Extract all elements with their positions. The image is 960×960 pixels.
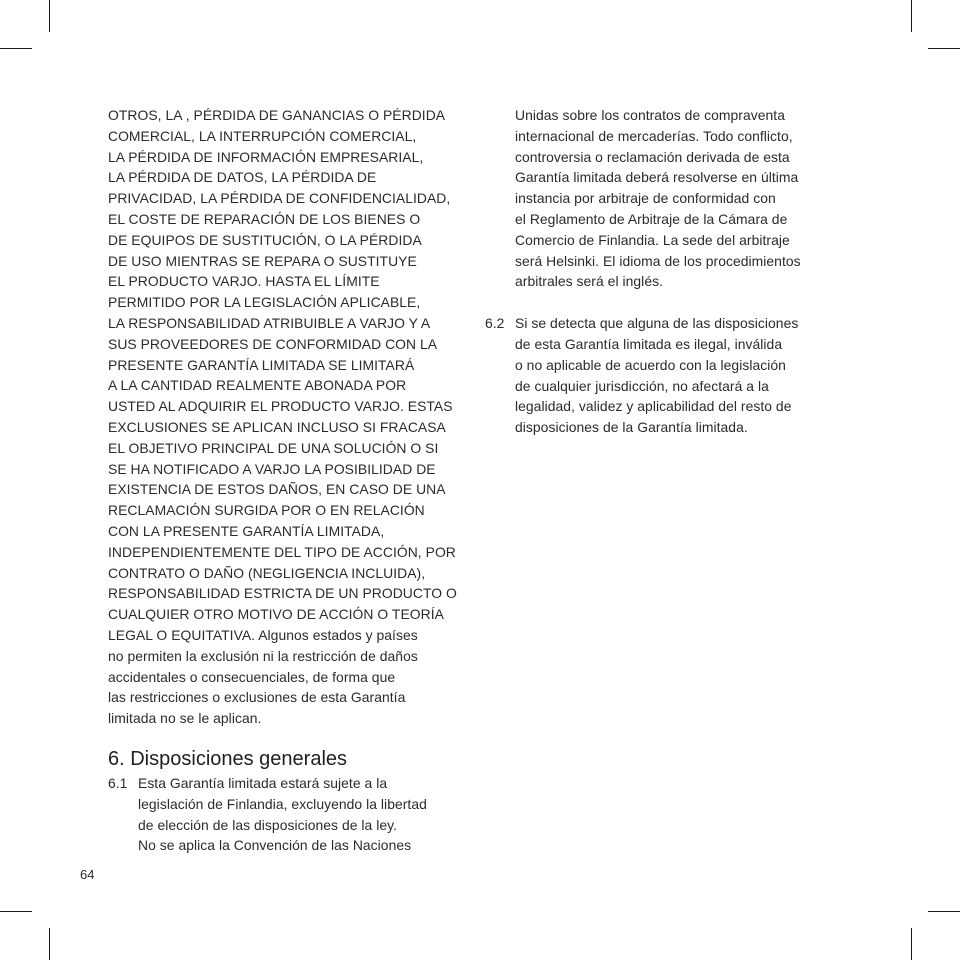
crop-mark [911, 0, 912, 32]
crop-mark [49, 0, 50, 32]
text-line: las restricciones o exclusiones de esta Garantía [108, 689, 406, 706]
right-column [485, 105, 835, 438]
text-line: INDEPENDIENTEMENTE DEL TIPO DE ACCIÓN, POR [108, 543, 456, 560]
text-line: Si se detecta que alguna de las disposiciones [515, 315, 799, 332]
text-line: o no aplicable de acuerdo con la legislación [515, 356, 786, 373]
text-line: PRIVACIDAD, LA PÉRDIDA DE CONFIDENCIALIDAD, [108, 190, 451, 207]
crop-mark [911, 928, 912, 960]
section-number: 6.1 [108, 774, 128, 791]
text-line: COMERCIAL, LA INTERRUPCIÓN COMERCIAL, [108, 127, 417, 144]
text-line: Garantía limitada deberá resolverse en última [515, 169, 799, 186]
text-line: LA PÉRDIDA DE DATOS, LA PÉRDIDA DE [108, 169, 377, 186]
crop-mark [928, 48, 960, 49]
text-line: será Helsinki. El idioma de los procedimientos [515, 252, 801, 269]
text-line: USTED AL ADQUIRIR EL PRODUCTO VARJO. ESTAS [108, 398, 453, 415]
text-line: CONTRATO O DAÑO (NEGLIGENCIA INCLUIDA), [108, 564, 426, 581]
text-line: EL OBJETIVO PRINCIPAL DE UNA SOLUCIÓN O SI [108, 439, 439, 456]
text-line: instancia por arbitraje de conformidad con [515, 190, 776, 207]
text-line: legislación de Finlandia, excluyendo la libertad [138, 795, 427, 812]
text-line: SE HA NOTIFICADO A VARJO LA POSIBILIDAD DE [108, 460, 436, 477]
text-line: DE EQUIPOS DE SUSTITUCIÓN, O LA PÉRDIDA [108, 231, 422, 248]
text-line: EL COSTE DE REPARACIÓN DE LOS BIENES O [108, 210, 421, 227]
crop-mark [928, 911, 960, 912]
text-line: SUS PROVEEDORES DE CONFORMIDAD CON LA [108, 335, 438, 352]
text-line: OTROS, LA , PÉRDIDA DE GANANCIAS O PÉRDIDA [108, 107, 446, 123]
text-line: de elección de las disposiciones de la ley. [138, 816, 398, 833]
text-line: internacional de mercaderías. Todo conflicto, [515, 127, 793, 144]
text-line: A LA CANTIDAD REALMENTE ABONADA POR [108, 377, 407, 394]
page-number: 64 [80, 867, 95, 882]
section-heading: 6. Disposiciones generales [108, 747, 348, 770]
text-line: arbitrales será el inglés. [515, 273, 663, 290]
text-line: RECLAMACIÓN SURGIDA POR O EN RELACIÓN [108, 502, 425, 519]
section-6-2 [485, 313, 835, 438]
limitation-paragraph [108, 105, 468, 729]
text-line: LEGAL O EQUITATIVA. Algunos estados y países [108, 626, 418, 643]
text-line: no permiten la exclusión ni la restricción de daños [108, 647, 418, 664]
text-line: Comercio de Finlandia. La sede del arbitraje [515, 231, 790, 248]
text-line: PERMITIDO POR LA LEGISLACIÓN APLICABLE, [108, 294, 421, 311]
text-line: EXCLUSIONES SE APLICAN INCLUSO SI FRACASA [108, 418, 446, 435]
text-line: legalidad, validez y aplicabilidad del resto de [515, 398, 792, 415]
section-number: 6.2 [485, 315, 505, 332]
crop-mark [49, 928, 50, 960]
text-line: PRESENTE GARANTÍA LIMITADA SE LIMITARÁ [108, 356, 415, 373]
section-6-1 [108, 773, 468, 856]
text-line: Unidas sobre los contratos de compraventa [515, 107, 785, 123]
text-line: EL PRODUCTO VARJO. HASTA EL LÍMITE [108, 273, 380, 290]
text-line: disposiciones de la Garantía limitada. [515, 419, 748, 436]
text-line: el Reglamento de Arbitraje de la Cámara de [515, 210, 788, 227]
text-line: EXISTENCIA DE ESTOS DAÑOS, EN CASO DE UNA [108, 481, 446, 498]
text-line: RESPONSABILIDAD ESTRICTA DE UN PRODUCTO O [108, 585, 457, 602]
left-column [108, 105, 468, 856]
text-line: LA RESPONSABILIDAD ATRIBUIBLE A VARJO Y A [108, 314, 431, 331]
text-line: de cualquier jurisdicción, no afectará a la [515, 377, 769, 394]
crop-mark [0, 911, 32, 912]
text-line: CON LA PRESENTE GARANTÍA LIMITADA, [108, 522, 385, 539]
text-line: accidentales o consecuenciales, de forma que [108, 668, 396, 685]
text-line: LA PÉRDIDA DE INFORMACIÓN EMPRESARIAL, [108, 148, 424, 165]
text-line: Esta Garantía limitada estará sujete a la [138, 774, 388, 791]
text-line: CUALQUIER OTRO MOTIVO DE ACCIÓN O TEORÍA [108, 606, 444, 623]
text-line: limitada no se le aplican. [108, 710, 262, 727]
text-line: de esta Garantía limitada es ilegal, inválida [515, 335, 783, 352]
text-line: No se aplica la Convención de las Naciones [138, 837, 412, 854]
section-6-1-continuation [485, 105, 835, 292]
crop-mark [0, 48, 32, 49]
text-line: controversia o reclamación derivada de esta [515, 148, 790, 165]
text-line: DE USO MIENTRAS SE REPARA O SUSTITUYE [108, 252, 417, 269]
